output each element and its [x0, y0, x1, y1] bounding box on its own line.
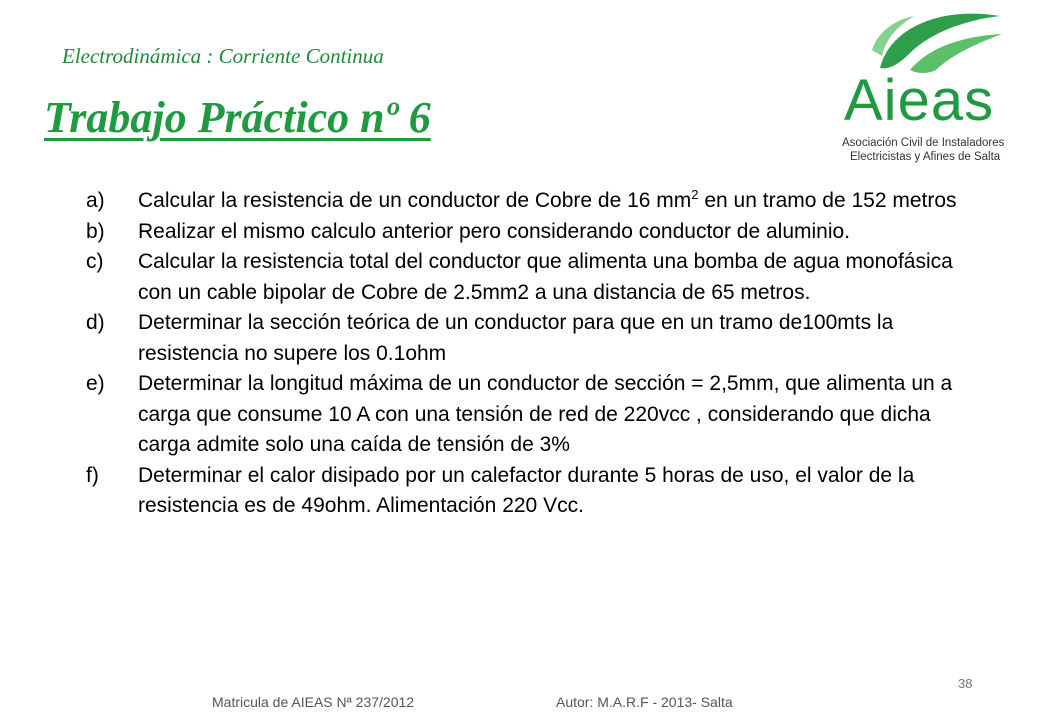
item-marker: b)	[86, 219, 105, 243]
exercise-item	[86, 369, 986, 461]
page-title: Trabajo Práctico nº 6	[44, 93, 431, 142]
item-marker: d)	[86, 311, 105, 334]
item-text: Calcular la resistencia total del conductor que alimenta una bomba de agua monofásica con un cable bipolar de Cobre de 2.5mm2 a una distancia de 65 metros.	[138, 250, 953, 304]
item-marker: a)	[86, 189, 105, 212]
superscript: 2	[691, 187, 699, 202]
exercise-item	[86, 247, 986, 308]
item-text: Determinar el calor disipado por un calefactor durante 5 horas de uso, el valor de la resistencia es de 49ohm. Alimentación 220 Vcc.	[138, 463, 915, 517]
item-marker: e)	[86, 372, 105, 395]
logo-name: Aieas	[844, 68, 995, 133]
item-text: en un tramo de 152 metros	[698, 189, 957, 212]
item-text: Determinar la longitud máxima de un conductor de sección = 2,5mm, que alimenta un a carga que consume 10 A con una tensión de red de 220vcc , considerando que dicha carga admite solo una caída de tensión de 3%	[138, 372, 953, 456]
item-marker: c)	[86, 250, 104, 273]
exercise-list	[86, 186, 986, 522]
page-number: 38	[958, 676, 973, 691]
logo-desc-line-1: Asociación Civil de Instaladores	[842, 137, 1005, 149]
aieas-logo	[830, 8, 1030, 168]
exercise-item	[86, 461, 986, 522]
item-marker: f)	[86, 463, 99, 487]
item-text: Determinar la sección teórica de un conductor para que en un tramo de100mts la resistencia no supere los 0.1ohm	[138, 311, 894, 365]
logo-description	[842, 136, 1004, 164]
exercise-item	[86, 217, 986, 248]
exercise-item	[86, 308, 986, 369]
logo-desc-line-2: Electricistas y Afines de Salta	[850, 151, 1001, 163]
footer-autor: Autor: M.A.R.F - 2013- Salta	[556, 694, 733, 710]
exercise-item	[86, 186, 986, 217]
footer-matricula: Matricula de AIEAS Nª 237/2012	[212, 694, 415, 710]
subtitle: Electrodinámica : Corriente Continua	[62, 44, 384, 68]
item-text: Calcular la resistencia de un conductor de Cobre de 16 mm	[138, 189, 692, 212]
item-text: Realizar el mismo calculo anterior pero considerando conductor de aluminio.	[138, 219, 851, 243]
